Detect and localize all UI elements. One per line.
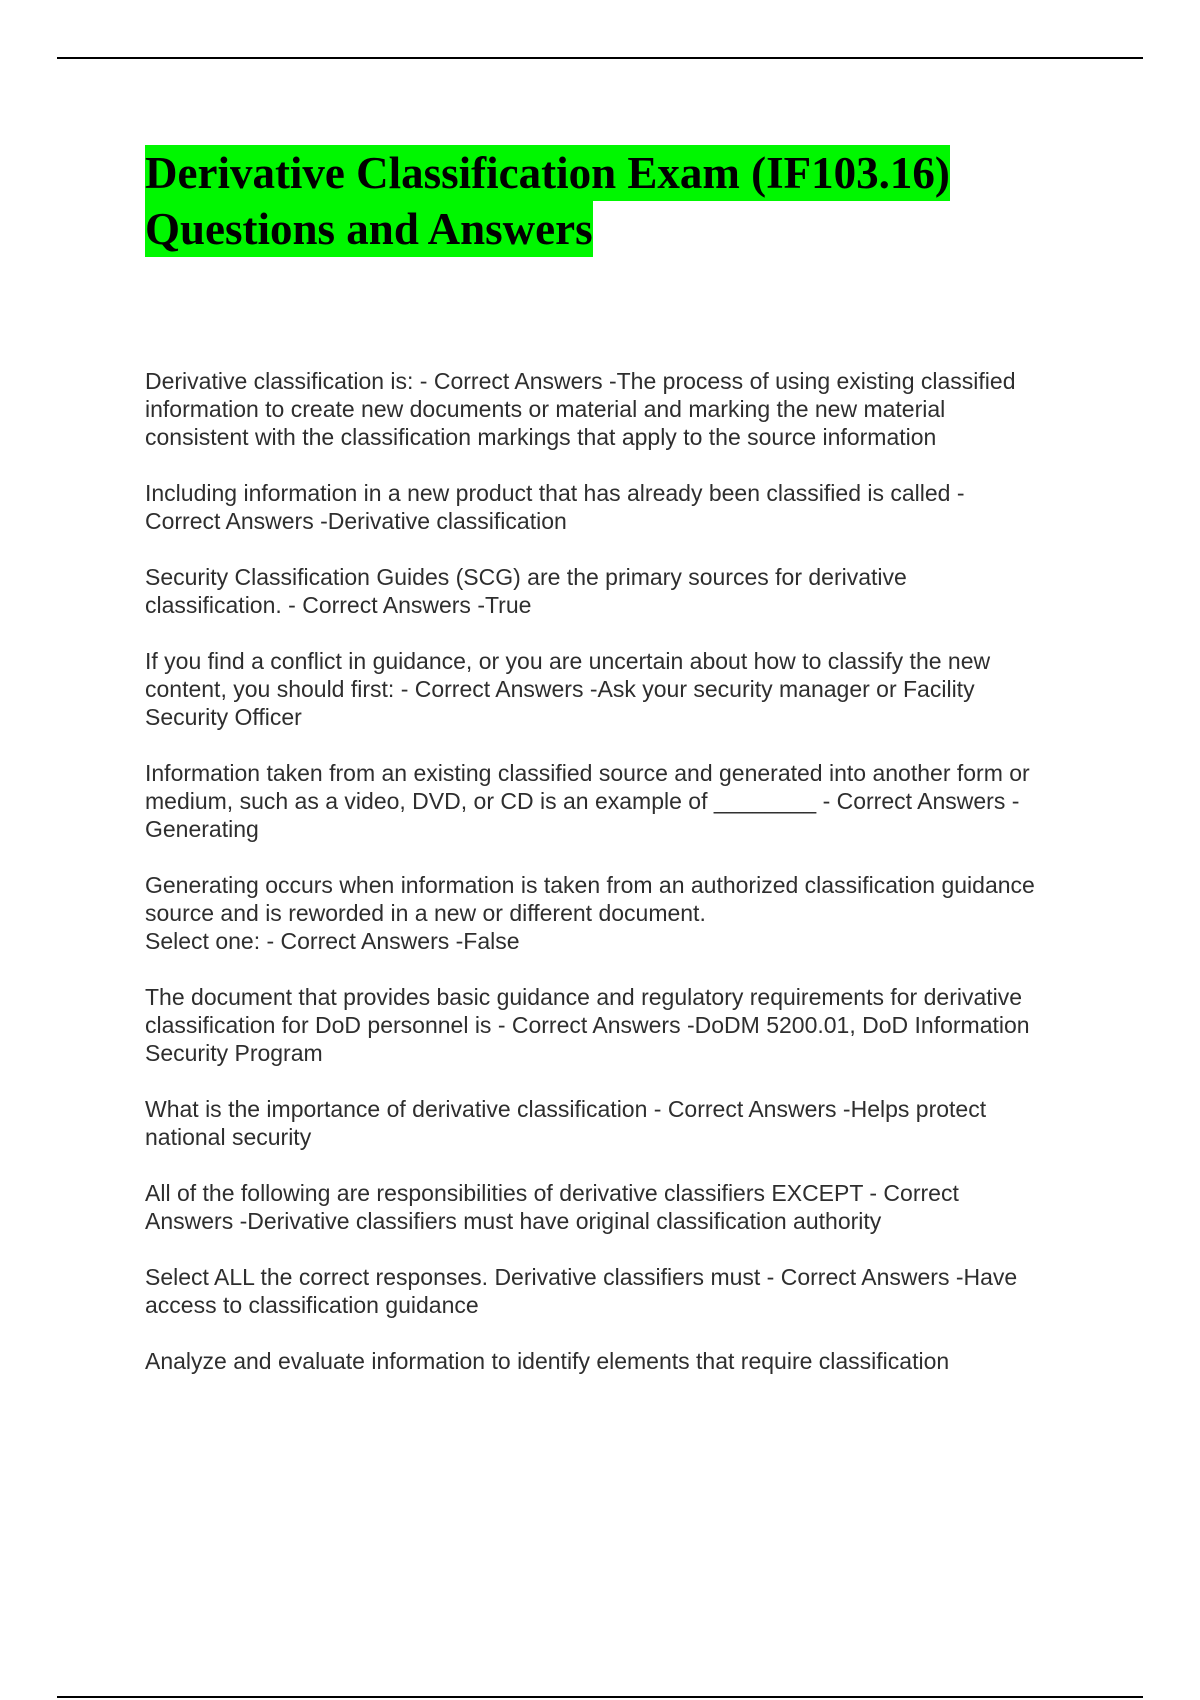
document-title (145, 145, 1085, 257)
title-line-1: Derivative Classification Exam (IF103.16) (145, 145, 950, 201)
qa-item: Analyze and evaluate information to identify elements that require classification (145, 1348, 950, 1374)
top-rule (57, 57, 1143, 59)
qa-item: Derivative classification is: - Correct Answers -The process of using existing classified information to create new documents or material and marking the new material consistent with the classification markings that apply to the source information (145, 368, 1016, 450)
qa-list (145, 367, 1090, 1403)
qa-item: Including information in a new product that has already been classified is called - Correct Answers -Derivative classification (145, 480, 965, 534)
qa-item: Generating occurs when information is taken from an authorized classification guidance source and is reworded in a new or different document. Select one: - Correct Answers -False (145, 872, 1035, 954)
qa-item: Select ALL the correct responses. Derivative classifiers must - Correct Answers -Have access to classification guidance (145, 1264, 1018, 1318)
qa-item: If you find a conflict in guidance, or you are uncertain about how to classify the new content, you should first: - Correct Answers -Ask your security manager or Facility Security Officer (145, 648, 991, 730)
title-line-2: Questions and Answers (145, 201, 593, 257)
qa-item: Security Classification Guides (SCG) are the primary sources for derivative classification. - Correct Answers -True (145, 564, 907, 618)
qa-item: All of the following are responsibilities of derivative classifiers EXCEPT - Correct Answers -Derivative classifiers must have original classification authority (145, 1180, 959, 1234)
qa-item: What is the importance of derivative classification - Correct Answers -Helps protect national security (145, 1096, 987, 1150)
qa-item: The document that provides basic guidance and regulatory requirements for derivative classification for DoD personnel is - Correct Answers -DoDM 5200.01, DoD Information Security Program (145, 984, 1030, 1066)
bottom-rule (57, 1696, 1143, 1698)
qa-item: Information taken from an existing classified source and generated into another form or medium, such as a video, DVD, or CD is an example of ________ - Correct Answers - Generating (145, 760, 1030, 842)
